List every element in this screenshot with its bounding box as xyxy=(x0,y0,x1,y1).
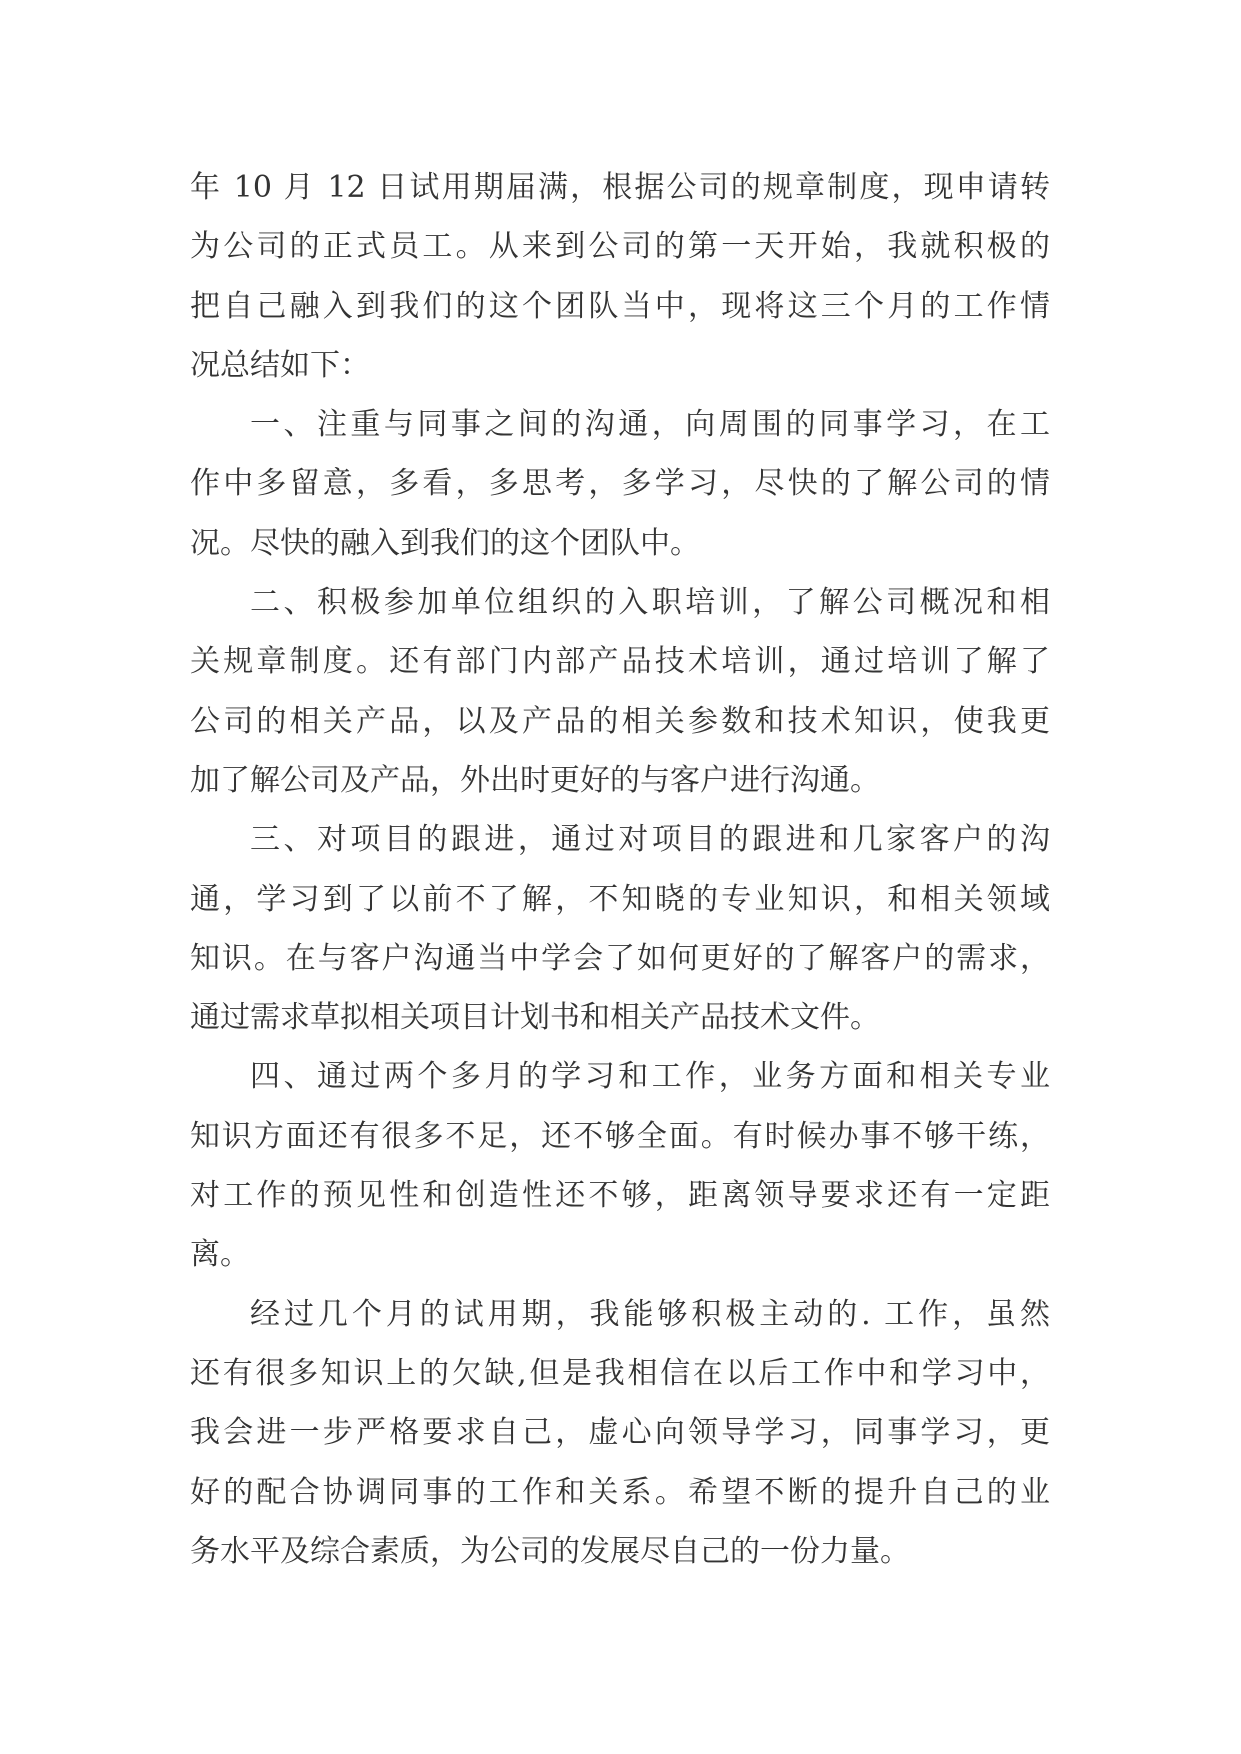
paragraph-line: 好的配合协调同事的工作和关系。希望不断的提升自己的业 xyxy=(190,1474,1050,1510)
paragraph-line: 务水平及综合素质，为公司的发展尽自己的一份力量。 xyxy=(190,1533,910,1569)
paragraph-line: 经过几个月的试用期，我能够积极主动的. 工作，虽然 xyxy=(250,1296,1050,1332)
paragraph-line: 公司的相关产品，以及产品的相关参数和技术知识，使我更 xyxy=(190,703,1050,739)
paragraph-line: 把自己融入到我们的这个团队当中，现将这三个月的工作情 xyxy=(190,288,1050,324)
document-body xyxy=(190,158,1050,1581)
paragraph-line: 为公司的正式员工。从来到公司的第一天开始，我就积极的 xyxy=(190,229,1050,265)
paragraph-line: 对工作的预见性和创造性还不够，距离领导要求还有一定距 xyxy=(190,1178,1050,1214)
paragraph-line: 还有很多知识上的欠缺,但是我相信在以后工作中和学习中， xyxy=(190,1355,1050,1391)
paragraph-line: 加了解公司及产品，外出时更好的与客户进行沟通。 xyxy=(190,762,880,798)
paragraph-line: 四、通过两个多月的学习和工作，业务方面和相关专业 xyxy=(250,1059,1050,1095)
paragraph-line: 知识。在与客户沟通当中学会了如何更好的了解客户的需求， xyxy=(190,940,1050,976)
paragraph-line: 离。 xyxy=(190,1237,250,1273)
paragraph-line: 二、积极参加单位组织的入职培训，了解公司概况和相 xyxy=(250,585,1050,621)
paragraph-line: 作中多留意，多看，多思考，多学习，尽快的了解公司的情 xyxy=(190,466,1050,502)
paragraph-line: 知识方面还有很多不足，还不够全面。有时候办事不够干练， xyxy=(190,1118,1050,1154)
paragraph-line: 年 10 月 12 日试用期届满，根据公司的规章制度，现申请转 xyxy=(190,170,1050,205)
paragraph-line: 一、注重与同事之间的沟通，向周围的同事学习，在工 xyxy=(250,407,1050,443)
paragraph-line: 况。尽快的融入到我们的这个团队中。 xyxy=(190,525,700,561)
paragraph-line: 我会进一步严格要求自己，虚心向领导学习，同事学习，更 xyxy=(190,1415,1050,1451)
paragraph-line: 关规章制度。还有部门内部产品技术培训，通过培训了解了 xyxy=(190,644,1050,680)
paragraph-line: 通过需求草拟相关项目计划书和相关产品技术文件。 xyxy=(190,1000,880,1036)
paragraph-line: 三、对项目的跟进，通过对项目的跟进和几家客户的沟 xyxy=(250,822,1050,858)
paragraph-line: 况总结如下： xyxy=(190,347,370,383)
paragraph-line: 通，学习到了以前不了解，不知晓的专业知识，和相关领域 xyxy=(190,881,1050,917)
